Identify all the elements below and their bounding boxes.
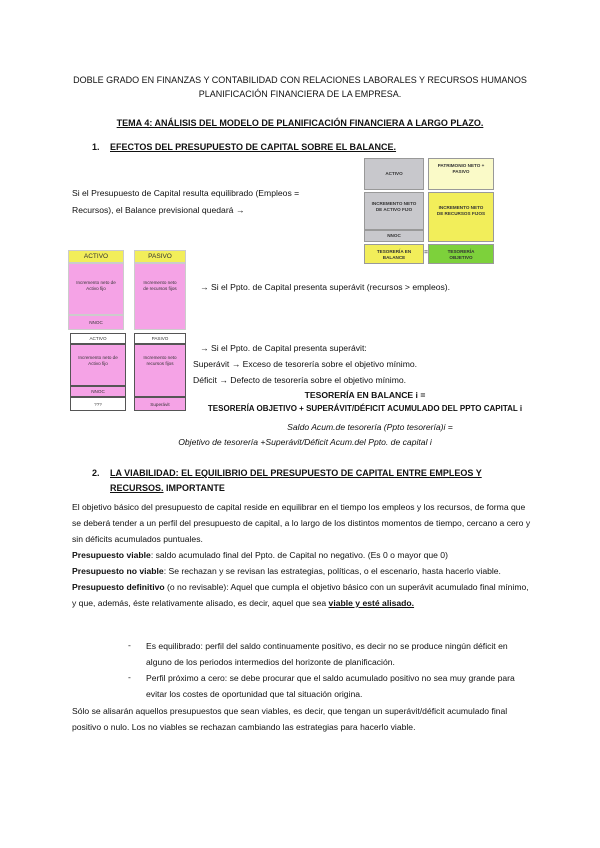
patrimonio-header: PATRIMONIO NETO + PASIVO [428,158,494,190]
incremento-recursos-box: Incremento neto recursos fijos [134,344,186,397]
intro-line-2: Recursos), el Balance previsional quedará → [72,205,245,215]
activo-label: ACTIVO [70,333,126,344]
formula-saldo: Saldo Acum.de tesorería (Ppto tesorería)i = [287,422,453,432]
closing-para: Sólo se alisarán aquellos presupuestos que sean viables, es decir, que tengan un superávit/déficit acumulado final positivo o nulo. Los no viables se rechazan cambiando las estrategias para hacerlo viable. [72,706,508,732]
section1-title: EFECTOS DEL PRESUPUESTO DE CAPITAL SOBRE EL BALANCE. [110,142,397,152]
incremento-recursos-box: Incremento neto de recursos fijos [134,263,186,330]
superavit-box: Superávit [134,397,186,411]
nnoc-box: NNOC [70,386,126,397]
noviable-para: Presupuesto no viable: Se rechazan y se revisan las estrategias, políticas, o el escenario, hasta hacerlo viable. [72,566,501,576]
balance-diagram-superavit-detalle [70,333,188,411]
header-line-1: DOBLE GRADO EN FINANZAS Y CONTABILIDAD CON RELACIONES LABORALES Y RECURSOS HUMANOS [73,75,527,85]
equals-sign: = [424,249,428,256]
section1-number: 1. [92,142,100,152]
superavit-line: → Si el Ppto. de Capital presenta superávit (recursos > empleos). [200,282,451,292]
incremento-activo-box: INCREMENTO NETO DE ACTIVO FIJO [364,192,424,230]
pasivo-label: PASIVO [134,333,186,344]
formula-obj: Objetivo de tesorería +Superávit/Déficit Acum.del Ppto. de capital i [178,437,432,447]
body-p1: El objetivo básico del presupuesto de capital reside en equilibrar en el tiempo los empleos y los recursos, de forma que se deberá tender a un perfil del presupuesto de capital, a lo largo de los distintos momentos de tiempo, cercano a cero y sin déficits acumulados puntuales. [72,502,531,544]
superavit-def: Superávit → Exceso de tesorería sobre el objetivo mínimo. [193,359,418,369]
superavit-line-2: → Si el Ppto. de Capital presenta superávit: [200,343,367,353]
deficit-def: Déficit → Defecto de tesorería sobre el objetivo mínimo. [193,375,407,385]
section2-title-line-2: RECURSOS. IMPORTANTE [110,483,225,493]
activo-label: ACTIVO [68,250,124,263]
balance-diagram-equilibrado [364,158,496,266]
bullet-dash-1: - [128,640,131,650]
pasivo-label: PASIVO [134,250,186,263]
tesoreria-objetivo-box: TESORERÍA OBJETIVO [428,244,494,264]
balance-diagram-superavit [68,250,188,330]
viable-para: Presupuesto viable: saldo acumulado final del Ppto. de Capital no negativo. (Es 0 o mayor que 0) [72,550,448,560]
formula-title: TESORERÍA EN BALANCE i = [304,390,426,400]
bullet-1: Es equilibrado: perfil del saldo continuamente positivo, es decir no se produce ningún déficit en alguno de los periodos intermedios del horizonte de planificación. [146,641,508,667]
activo-header: ACTIVO [364,158,424,190]
section2-title-line-1: LA VIABILIDAD: EL EQUILIBRIO DEL PRESUPUESTO DE CAPITAL ENTRE EMPLEOS Y [110,468,482,478]
bullet-dash-2: - [128,672,131,682]
header-line-2: PLANIFICACIÓN FINANCIERA DE LA EMPRESA. [198,89,402,99]
incremento-activo-box: Incremento neto de Activo fijo [70,344,126,386]
section2-number: 2. [92,468,100,478]
nnoc-box: NNOC [68,315,124,330]
formula-line: TESORERÍA OBJETIVO + SUPERÁVIT/DÉFICIT ACUMULADO DEL PPTO CAPITAL i [207,404,523,413]
definitivo-para: Presupuesto definitivo (o no revisable): Aquel que cumpla el objetivo básico con un superávit acumulado final mínimo, y que, además, éste relativamente alisado, es decir, aquel que sea viable y esté alisado. [72,582,529,608]
bullet-2: Perfil próximo a cero: se debe procurar que el saldo acumulado positivo no sea muy grande para evitar los costes de oportunidad que tal situación origina. [146,673,515,699]
unknown-box: ??? [70,397,126,411]
nnoc-box: NNOC [364,230,424,242]
tesoreria-balance-box: TESORERÍA EN BALANCE [364,244,424,264]
incremento-recursos-box: INCREMENTO NETO DE RECURSOS FIJOS [428,192,494,242]
intro-line-1: Si el Presupuesto de Capital resulta equilibrado (Empleos = [72,188,300,198]
section2-body [72,499,532,611]
incremento-activo-box: Incremento neto de Activo fijo [68,263,124,315]
tema-title: TEMA 4: ANÁLISIS DEL MODELO DE PLANIFICACIÓN FINANCIERA A LARGO PLAZO. [116,118,484,128]
